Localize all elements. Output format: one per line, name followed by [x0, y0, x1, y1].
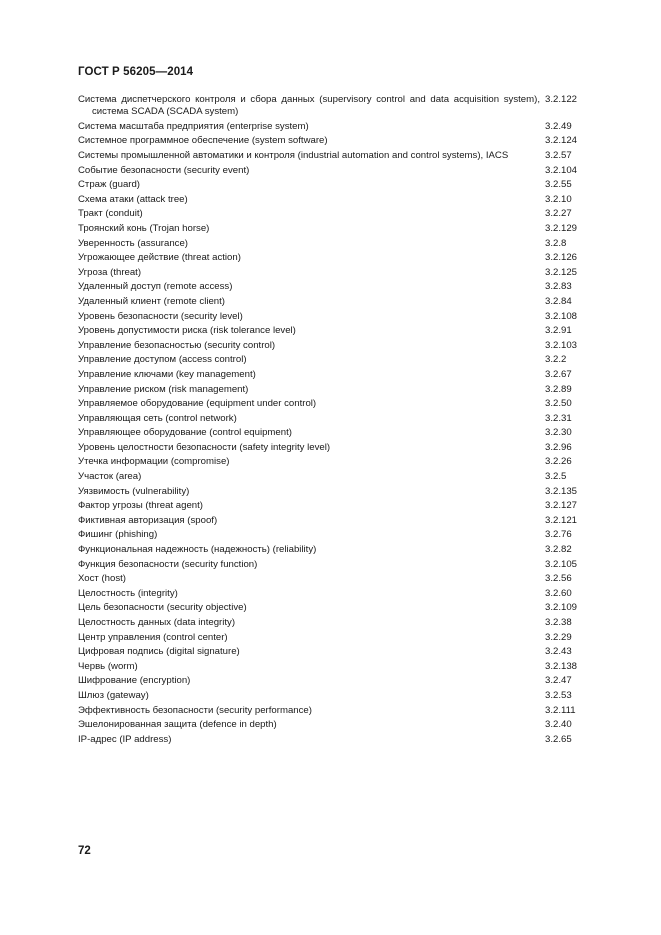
index-term: Угроза (threat)	[78, 266, 142, 278]
index-ref: 3.2.121	[545, 514, 578, 526]
index-entry	[78, 572, 584, 587]
index-ref: 3.2.40	[545, 719, 572, 731]
index-ref: 3.2.31	[545, 412, 572, 424]
index-term: Угрожающее действие (threat action)	[78, 252, 241, 264]
index-term: Управление безопасностью (security control)	[78, 339, 276, 351]
index-ref: 3.2.82	[545, 544, 572, 556]
index-term: IP-адрес (IP address)	[78, 733, 172, 745]
index-term: Уровень целостности безопасности (safety integrity level)	[78, 441, 331, 453]
index-entry	[78, 222, 584, 237]
index-entry	[78, 120, 584, 135]
index-ref: 3.2.65	[545, 733, 572, 745]
index-term: Цифровая подпись (digital signature)	[78, 646, 240, 658]
index-ref: 3.2.30	[545, 427, 572, 439]
index-ref: 3.2.96	[545, 441, 572, 453]
alphabetical-term-index	[78, 93, 584, 747]
index-ref: 3.2.53	[545, 689, 572, 701]
document-header: ГОСТ Р 56205—2014	[78, 66, 194, 78]
index-entry	[78, 631, 584, 646]
index-entry	[78, 689, 584, 704]
index-term: Уверенность (assurance)	[78, 237, 188, 249]
index-entry	[78, 645, 584, 660]
index-term: Управление риском (risk management)	[78, 383, 249, 395]
index-ref: 3.2.104	[545, 164, 578, 176]
index-term: Хост (host)	[78, 573, 127, 585]
index-entry	[78, 134, 584, 149]
index-ref: 3.2.49	[545, 120, 572, 132]
index-term: Эшелонированная защита (defence in depth)	[78, 719, 277, 731]
index-ref: 3.2.60	[545, 587, 572, 599]
index-entry	[78, 412, 584, 427]
index-term: Фишинг (phishing)	[78, 529, 158, 541]
index-entry	[78, 324, 584, 339]
index-term: Фактор угрозы (threat agent)	[78, 500, 203, 512]
index-entry	[78, 383, 584, 398]
index-entry	[78, 733, 584, 748]
index-entry	[78, 616, 584, 631]
index-entry	[78, 704, 584, 719]
index-ref: 3.2.125	[545, 266, 578, 278]
index-ref: 3.2.2	[545, 354, 567, 366]
index-term: Системы промышленной автоматики и контроля (industrial automation and control systems), IACS	[78, 150, 509, 161]
index-term: Управляемое оборудование (equipment under control)	[78, 398, 317, 410]
index-ref: 3.2.57	[545, 150, 572, 161]
index-term: Цель безопасности (security objective)	[78, 602, 247, 614]
index-ref: 3.2.27	[545, 208, 572, 220]
index-entry	[78, 587, 584, 602]
index-ref: 3.2.127	[545, 500, 578, 512]
index-ref: 3.2.124	[545, 135, 578, 147]
index-ref: 3.2.56	[545, 573, 572, 585]
index-term: Страж (guard)	[78, 179, 141, 191]
index-ref: 3.2.111	[545, 704, 576, 716]
index-term: Троянский конь (Trojan horse)	[78, 222, 210, 234]
index-entry	[78, 601, 584, 616]
index-entry	[78, 368, 584, 383]
index-term: Червь (worm)	[78, 660, 138, 672]
index-ref: 3.2.67	[545, 368, 572, 380]
index-term: Удаленный клиент (remote client)	[78, 295, 225, 307]
index-entry	[78, 660, 584, 675]
index-entry	[78, 485, 584, 500]
index-ref: 3.2.126	[545, 252, 578, 264]
index-ref: 3.2.84	[545, 295, 572, 307]
index-ref: 3.2.122	[545, 94, 578, 105]
index-term: Управляющее оборудование (control equipment)	[78, 427, 292, 439]
index-term: Центр управления (control center)	[78, 631, 228, 643]
index-term: Уровень безопасности (security level)	[78, 310, 243, 322]
index-entry	[78, 295, 584, 310]
index-ref: 3.2.26	[545, 456, 572, 468]
index-entry	[78, 93, 584, 120]
index-entry	[78, 470, 584, 485]
index-term: Уязвимость (vulnerability)	[78, 485, 190, 497]
index-term: Утечка информации (compromise)	[78, 456, 230, 468]
index-term: Тракт (conduit)	[78, 208, 143, 220]
index-entry	[78, 674, 584, 689]
index-entry	[78, 514, 584, 529]
index-term: Управляющая сеть (control network)	[78, 412, 237, 424]
index-ref: 3.2.43	[545, 646, 572, 658]
index-ref: 3.2.103	[545, 339, 578, 351]
index-entry	[78, 543, 584, 558]
index-entry	[78, 441, 584, 456]
index-term: Шлюз (gateway)	[78, 689, 149, 701]
index-entry	[78, 310, 584, 325]
index-ref: 3.2.47	[545, 675, 572, 687]
index-entry	[78, 251, 584, 266]
index-entry	[78, 339, 584, 354]
index-term: Система диспетчерского контроля и сбора данных (supervisory control and data acquisition system), система SCADA (SCADA system)	[78, 94, 540, 118]
index-entry	[78, 499, 584, 514]
index-entry	[78, 455, 584, 470]
index-ref: 3.2.10	[545, 193, 572, 205]
index-entry	[78, 426, 584, 441]
index-entry	[78, 353, 584, 368]
page-number: 72	[78, 845, 91, 857]
index-entry	[78, 164, 584, 179]
index-entry	[78, 558, 584, 573]
index-term: Целостность данных (data integrity)	[78, 617, 236, 628]
index-term: Фиктивная авторизация (spoof)	[78, 514, 218, 526]
index-ref: 3.2.5	[545, 471, 567, 483]
index-term: Система масштаба предприятия (enterprise system)	[78, 120, 309, 132]
index-term: Функциональная надежность (надежность) (reliability)	[78, 544, 317, 556]
index-term: Уровень допустимости риска (risk tolerance level)	[78, 325, 296, 337]
index-ref: 3.2.135	[545, 485, 578, 497]
index-ref: 3.2.76	[545, 529, 572, 541]
index-entry	[78, 193, 584, 208]
index-entry	[78, 718, 584, 733]
index-entry	[78, 237, 584, 252]
index-term: Удаленный доступ (remote access)	[78, 281, 233, 293]
index-term: Событие безопасности (security event)	[78, 164, 250, 176]
index-entry	[78, 528, 584, 543]
index-ref: 3.2.91	[545, 325, 572, 337]
index-ref: 3.2.50	[545, 398, 572, 410]
index-entry	[78, 266, 584, 281]
index-ref: 3.2.29	[545, 631, 572, 643]
index-term: Шифрование (encryption)	[78, 675, 191, 687]
index-term: Схема атаки (attack tree)	[78, 193, 188, 205]
index-term: Целостность (integrity)	[78, 587, 178, 599]
index-term: Управление доступом (access control)	[78, 354, 247, 366]
index-ref: 3.2.38	[545, 617, 572, 628]
index-entry	[78, 280, 584, 295]
index-term: Управление ключами (key management)	[78, 368, 256, 380]
index-ref: 3.2.105	[545, 558, 578, 570]
index-ref: 3.2.83	[545, 281, 572, 293]
index-entry	[78, 397, 584, 412]
index-term: Системное программное обеспечение (system software)	[78, 135, 328, 147]
index-entry	[78, 178, 584, 193]
index-ref: 3.2.108	[545, 310, 578, 322]
index-entry	[78, 149, 584, 164]
index-ref: 3.2.129	[545, 222, 578, 234]
index-entry	[78, 207, 584, 222]
index-ref: 3.2.89	[545, 383, 572, 395]
index-term: Участок (area)	[78, 471, 142, 483]
index-ref: 3.2.8	[545, 237, 567, 249]
index-ref: 3.2.138	[545, 660, 578, 672]
index-term: Функция безопасности (security function)	[78, 558, 258, 570]
index-term: Эффективность безопасности (security performance)	[78, 704, 312, 716]
index-ref: 3.2.55	[545, 179, 572, 191]
index-ref: 3.2.109	[545, 602, 578, 614]
